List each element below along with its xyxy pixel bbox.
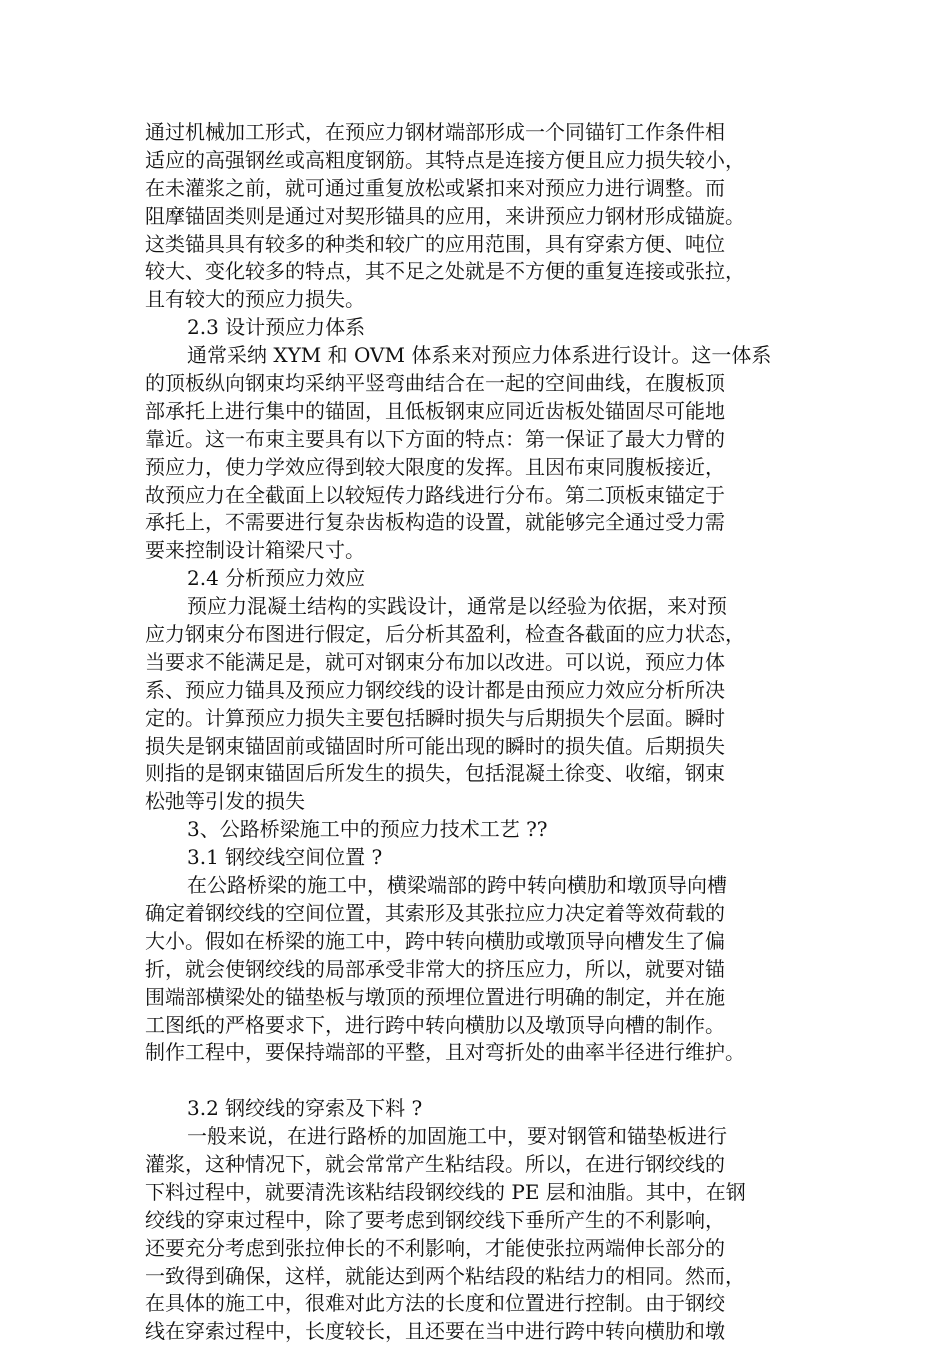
text-line: 工图纸的严格要求下，进行跨中转向横肋以及墩顶导向槽的制作。 bbox=[145, 1012, 725, 1037]
text-line: 的顶板纵向钢束均采纳平竖弯曲结合在一起的空间曲线，在腹板顶 bbox=[145, 371, 725, 396]
text-line: 围端部横梁处的锚垫板与墩顶的预埋位置进行明确的制定，并在施 bbox=[145, 984, 725, 1009]
text-line: 在具体的施工中，很难对此方法的长度和位置进行控制。由于钢绞 bbox=[145, 1291, 725, 1316]
text-line: 2.3 设计预应力体系 bbox=[187, 315, 366, 340]
text-line: 3.2 钢绞线的穿索及下料 ? bbox=[187, 1096, 423, 1121]
text-line: 一般来说，在进行路桥的加固施工中，要对钢管和锚垫板进行 bbox=[187, 1124, 727, 1149]
document-body bbox=[145, 119, 805, 1346]
text-line: 损失是钢束锚固前或锚固时所可能出现的瞬时的损失值。后期损失 bbox=[145, 733, 725, 758]
text-line: 折，就会使钢绞线的局部承受非常大的挤压应力，所以，就要对锚 bbox=[145, 956, 725, 981]
text-line: 适应的高强钢丝或高粗度钢筋。其特点是连接方便且应力损失较小， bbox=[145, 147, 745, 172]
text-line: 承托上，不需要进行复杂齿板构造的设置，就能够完全通过受力需 bbox=[145, 510, 725, 535]
text-line: 3.1 钢绞线空间位置 ? bbox=[187, 845, 383, 870]
text-line: 要来控制设计箱梁尺寸。 bbox=[145, 538, 365, 563]
text-line: 3、公路桥梁施工中的预应力技术工艺 ?? bbox=[187, 817, 548, 842]
text-line: 2.4 分析预应力效应 bbox=[187, 566, 366, 591]
text-line: 制作工程中，要保持端部的平整，且对弯折处的曲率半径进行维护。 bbox=[145, 1040, 745, 1065]
text-line: 系、预应力锚具及预应力钢绞线的设计都是由预应力效应分析所决 bbox=[145, 677, 725, 702]
text-line: 在未灌浆之前，就可通过重复放松或紧扣来对预应力进行调整。而 bbox=[145, 175, 725, 200]
text-line: 预应力混凝土结构的实践设计，通常是以经验为依据，来对预 bbox=[187, 594, 727, 619]
blank-line bbox=[145, 1067, 805, 1095]
text-line: 大小。假如在桥梁的施工中，跨中转向横肋或墩顶导向槽发生了偏 bbox=[145, 928, 725, 953]
text-line: 绞线的穿束过程中，除了要考虑到钢绞线下垂所产生的不利影响， bbox=[145, 1207, 725, 1232]
text-line: 预应力，使力学效应得到较大限度的发挥。且因布束同腹板接近， bbox=[145, 454, 725, 479]
text-line: 在公路桥梁的施工中，横梁端部的跨中转向横肋和墩顶导向槽 bbox=[187, 873, 727, 898]
text-line: 这类锚具具有较多的种类和较广的应用范围，具有穿索方便、吨位 bbox=[145, 231, 725, 256]
text-line: 应力钢束分布图进行假定，后分析其盈利，检查各截面的应力状态， bbox=[145, 622, 745, 647]
text-line: 灌浆，这种情况下，就会常常产生粘结段。所以，在进行钢绞线的 bbox=[145, 1151, 725, 1176]
text-line: 松弛等引发的损失 bbox=[145, 789, 305, 814]
text-line: 定的。计算预应力损失主要包括瞬时损失与后期损失个层面。瞬时 bbox=[145, 705, 725, 730]
text-line: 通过机械加工形式，在预应力钢材端部形成一个同锚钉工作条件相 bbox=[145, 120, 725, 144]
text-line: 通常采纳 XYM 和 OVM 体系来对预应力体系进行设计。这一体系 bbox=[187, 343, 772, 368]
text-line: 一致得到确保，这样，就能达到两个粘结段的粘结力的相同。然而， bbox=[145, 1263, 745, 1288]
text-line: 线在穿索过程中，长度较长，且还要在当中进行跨中转向横肋和墩 bbox=[145, 1319, 725, 1344]
text-line: 还要充分考虑到张拉伸长的不利影响，才能使张拉两端伸长部分的 bbox=[145, 1235, 725, 1260]
text-line: 靠近。这一布束主要具有以下方面的特点：第一保证了最大力臂的 bbox=[145, 426, 725, 451]
text-line: 下料过程中，就要清洗该粘结段钢绞线的 PE 层和油脂。其中，在钢 bbox=[145, 1179, 746, 1204]
text-line: 且有较大的预应力损失。 bbox=[145, 287, 365, 312]
text-line: 阻摩锚固类则是通过对契形锚具的应用，来讲预应力钢材形成锚旋。 bbox=[145, 203, 745, 228]
text-line: 较大、变化较多的特点，其不足之处就是不方便的重复连接或张拉， bbox=[145, 259, 745, 284]
text-line: 确定着钢绞线的空间位置，其索形及其张拉应力决定着等效荷载的 bbox=[145, 900, 725, 925]
text-line: 当要求不能满足是，就可对钢束分布加以改进。可以说，预应力体 bbox=[145, 649, 725, 674]
text-line: 部承托上进行集中的锚固，且低板钢束应同近齿板处锚固尽可能地 bbox=[145, 398, 725, 423]
text-line: 则指的是钢束锚固后所发生的损失，包括混凝土徐变、收缩，钢束 bbox=[145, 761, 725, 786]
text-line: 故预应力在全截面上以较短传力路线进行分布。第二顶板束锚定于 bbox=[145, 482, 725, 507]
